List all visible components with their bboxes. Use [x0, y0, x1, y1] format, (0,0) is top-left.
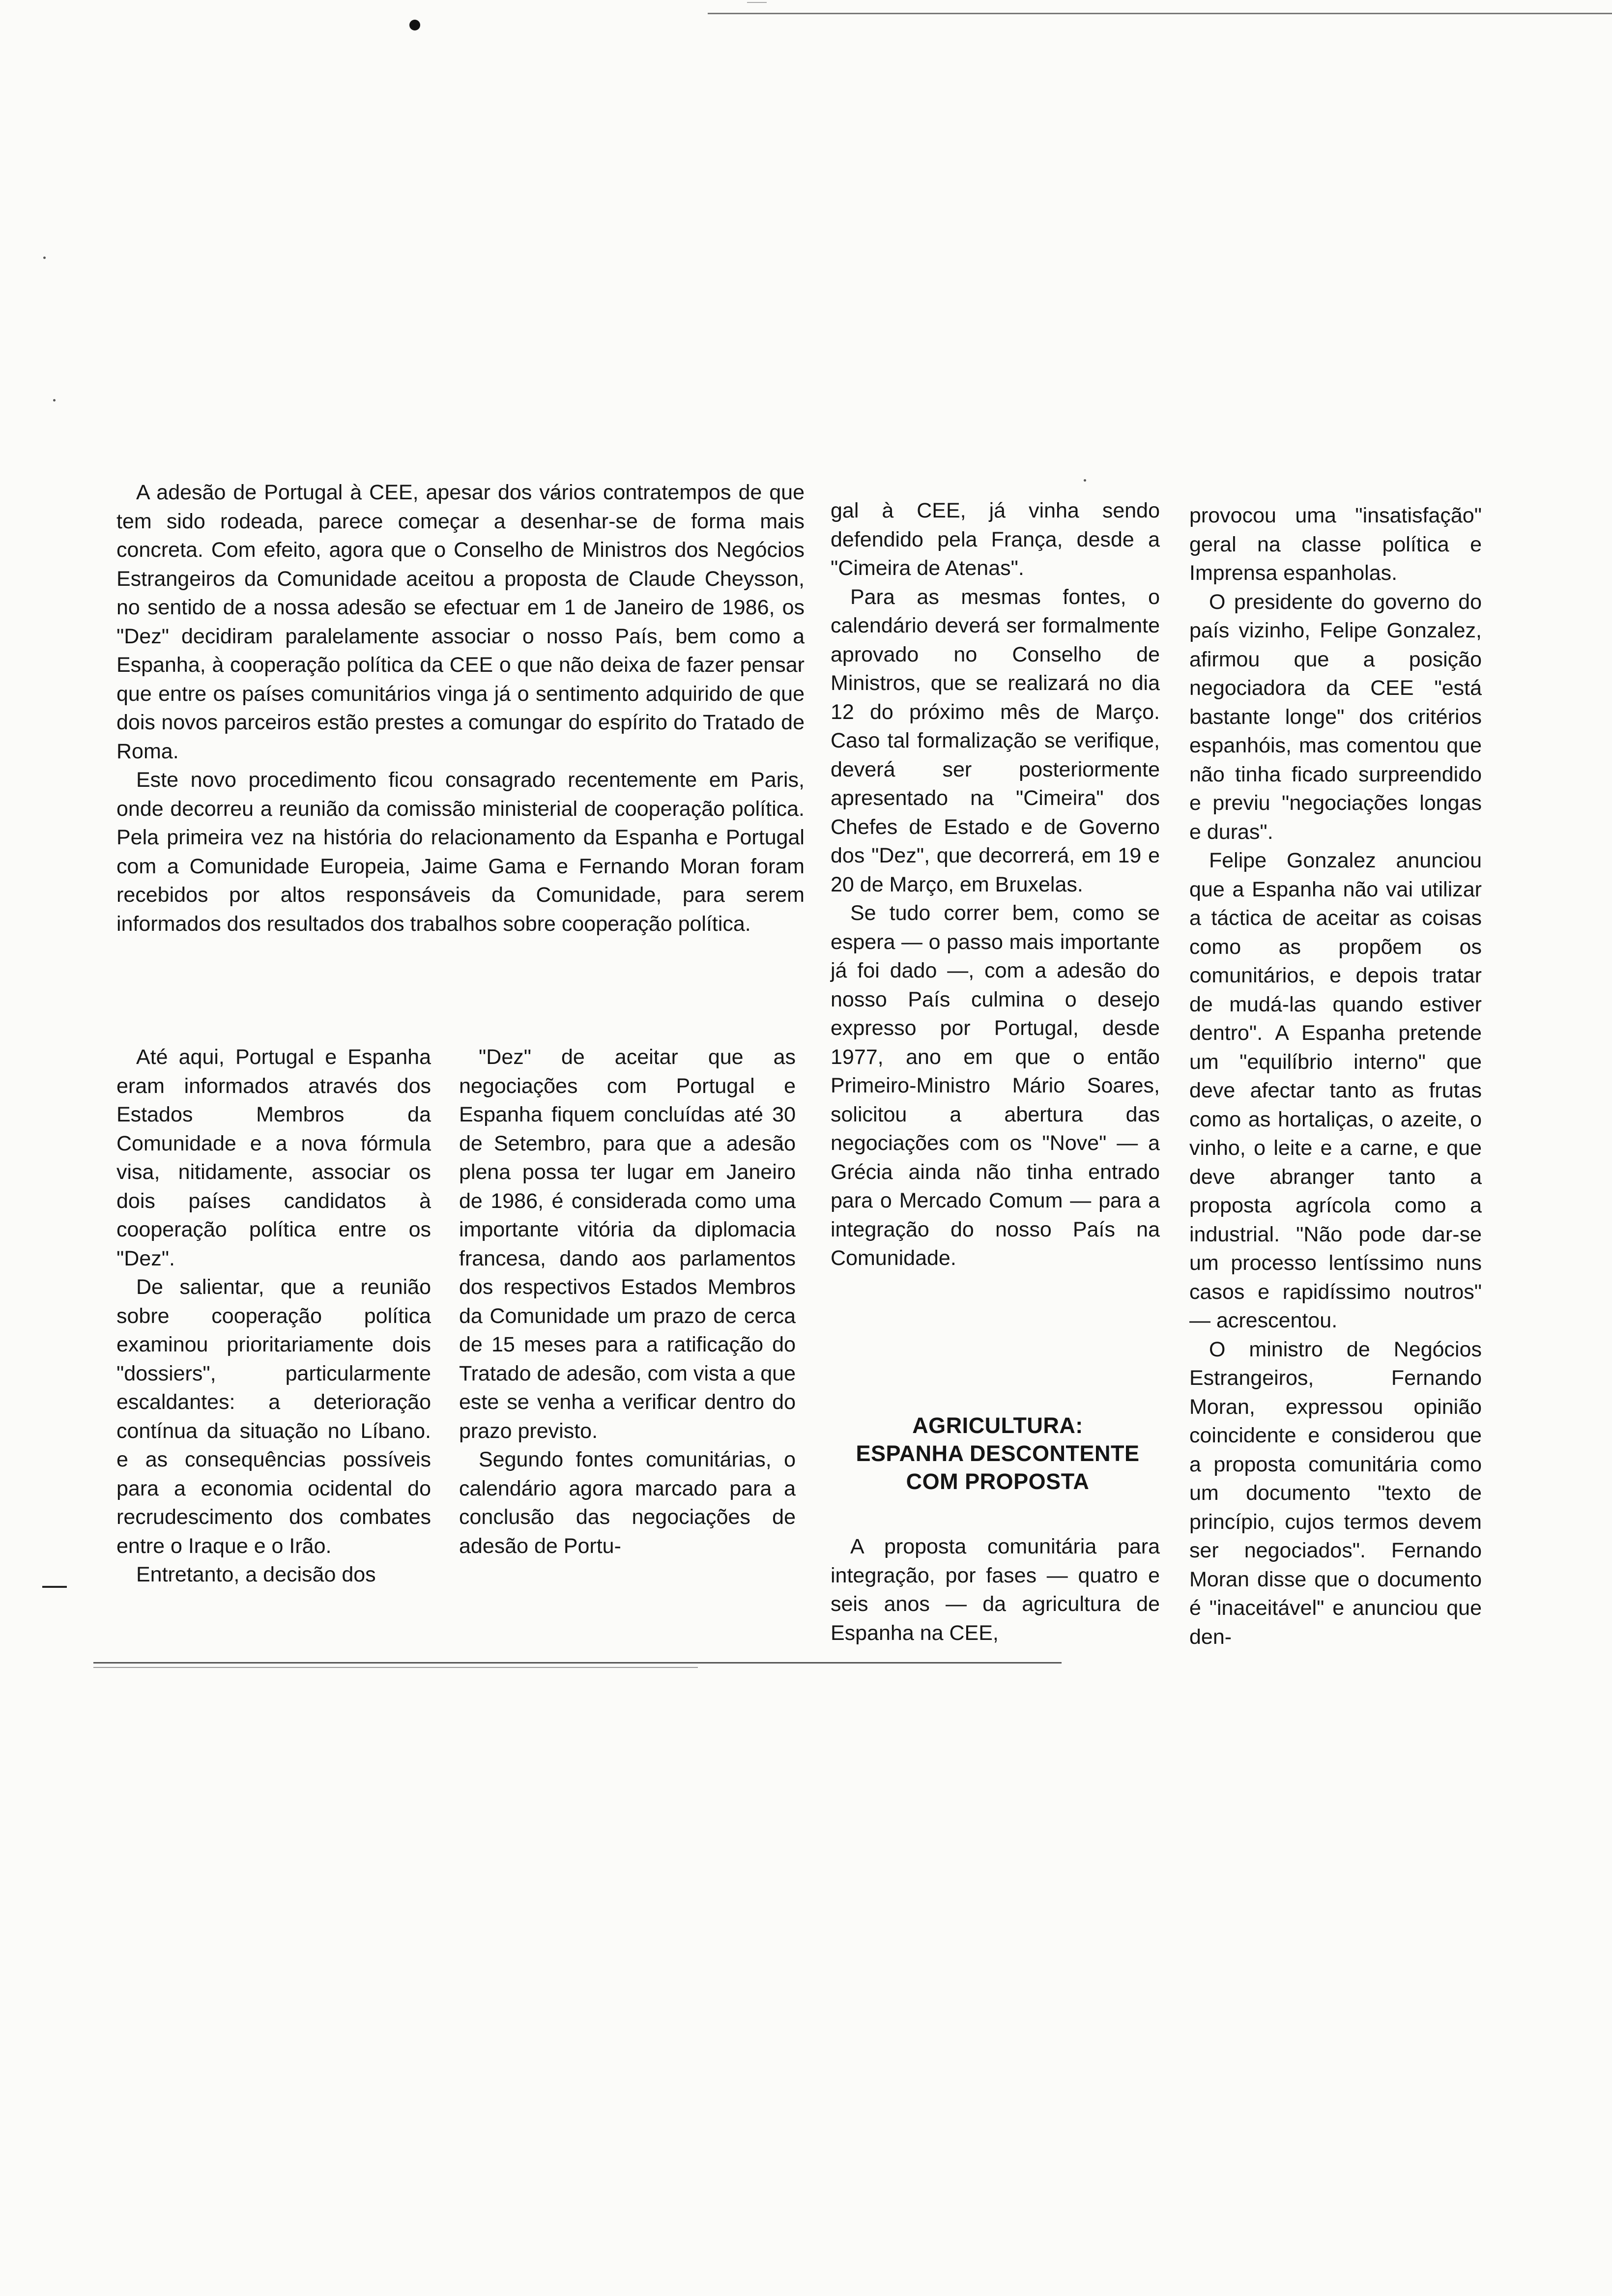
- column-3: [831, 496, 1160, 1273]
- intro-block: [116, 478, 805, 938]
- margin-dash: [42, 1586, 67, 1588]
- column-paragraph: O ministro de Negócios Estrangeiros, Fernando Moran, expressou opinião coincidente e considerou que a proposta comunitária como um documento "texto de princípio, cujos termos devem ser negociados". Fernando Moran disse que o documento é "inaceitável" e anunciou que den-: [1189, 1337, 1482, 1649]
- column-3-lower: [831, 1532, 1160, 1647]
- column-paragraph: provocou uma "insatisfação" geral na classe política e Imprensa espanholas.: [1189, 504, 1482, 585]
- column-paragraph: "Dez" de aceitar que as negociações com Portugal e Espanha fiquem concluídas até 30 de Setembro, para que a adesão plena possa ter lugar em Janeiro de 1986, é considerada como uma importante vitória da diplomacia francesa, dando aos parlamentos dos respectivos Estados Membros da Comunidade um prazo de cerca de 15 meses para a ratificação do Tratado de adesão, com vista a que este se venha a verificar dentro do prazo previsto.: [459, 1045, 796, 1443]
- column-paragraph: Até aqui, Portugal e Espanha eram informados através dos Estados Membros da Comunidade e a nova fórmula visa, nitidamente, associar os dois países candidatos à cooperação política entre os "Dez".: [116, 1045, 431, 1270]
- intro-paragraph: A adesão de Portugal à CEE, apesar dos vários contratempos de que tem sido rodeada, parece começar a desenhar-se de forma mais concreta. Com efeito, agora que o Conselho de Ministros dos Negócios Estrangeiros da Comunidade aceitou a proposta de Claude Cheysson, no sentido de a nossa adesão se efectuar em 1 de Janeiro de 1986, os "Dez" decidiram paralelamente associar o nosso País, bem como a Espanha, à cooperação política da CEE o que não deixa de fazer pensar que entre os países comunitários vinga já o sentimento adquirido de que dois novos parceiros estão prestes a comungar do espírito do Tratado de Roma.: [116, 481, 805, 763]
- column-paragraph: gal à CEE, já vinha sendo defendido pela França, desde a "Cimeira de Atenas".: [831, 499, 1160, 580]
- speck: [1084, 479, 1086, 482]
- column-paragraph: De salientar, que a reunião sobre cooperação política examinou prioritariamente dois "dossiers", particularmente escaldantes: a deterioração contínua da situação no Líbano. e as consequências possíveis para a economia ocidental do recrudescimento dos combates entre o Iraque e o Irão.: [116, 1275, 431, 1558]
- intro-paragraph: Este novo procedimento ficou consagrado recentemente em Paris, onde decorreu a reunião da comissão ministerial de cooperação política. Pela primeira vez na história do relacionamento da Espanha e Portugal com a Comunidade Europeia, Jaime Gama e Fernando Moran foram recebidos por altos responsáveis da Comunidade, para serem informados dos resultados dos trabalhos sobre cooperação política.: [116, 768, 805, 936]
- headline-line: COM PROPOSTA: [906, 1469, 1090, 1494]
- column-paragraph: Felipe Gonzalez anunciou que a Espanha não vai utilizar a táctica de aceitar as coisas como as propõem os comunitários, e depois tratar de mudá-las quando estiver dentro". A Espanha pretende um "equilíbrio interno" que deve afectar tanto as frutas como as hortaliças, o azeite, o vinho, o leite e a carne, e que deve abranger tanto a proposta agrícola como a industrial. "Não pode dar-se um processo lentíssimo nuns casos e rapidíssimo noutros" — acrescentou.: [1189, 849, 1482, 1332]
- column-paragraph: Entretanto, a decisão dos: [136, 1563, 376, 1586]
- column-paragraph: O presidente do governo do país vizinho, Felipe Gonzalez, afirmou que a posição negociadora da CEE "está bastante longe" dos critérios espanhóis, mas comentou que não tinha ficado surpreendido e previu "negociações longas e duras".: [1189, 590, 1482, 844]
- column-paragraph: Se tudo correr bem, como se espera — o passo mais importante já foi dado —, com a adesão do nosso País culmina o desejo expresso por Portugal, desde 1977, ano em que o então Primeiro-Ministro Mário Soares, solicitou a abertura das negociações com os "Nove" — a Grécia ainda não tinha entrado para o Mercado Comum — para a integração do nosso País na Comunidade.: [831, 901, 1160, 1270]
- column-2: [459, 1043, 796, 1560]
- column-4: [1189, 501, 1482, 1651]
- section-headline: [835, 1411, 1160, 1495]
- column-1: [116, 1043, 431, 1589]
- column-paragraph: Segundo fontes comunitárias, o calendário agora marcado para a conclusão das negociações de adesão de Portu-: [459, 1448, 796, 1558]
- headline-line: AGRICULTURA:: [912, 1413, 1083, 1438]
- top-rule: [708, 13, 1612, 14]
- top-rule-mark: [747, 2, 767, 3]
- speck: [43, 257, 46, 259]
- bottom-rule-secondary: [93, 1667, 698, 1668]
- column-paragraph: A proposta comunitária para integração, por fases — quatro e seis anos — da agricultura de Espanha na CEE,: [831, 1535, 1160, 1645]
- bottom-rule: [93, 1662, 1062, 1664]
- headline-line: ESPANHA DESCONTENTE: [856, 1441, 1140, 1466]
- speck: [53, 399, 56, 402]
- column-paragraph: Para as mesmas fontes, o calendário deverá ser formalmente aprovado no Conselho de Ministros, que se realizará no dia 12 do próximo mês de Março. Caso tal formalização se verifique, deverá ser posteriormente apresentado na "Cimeira" dos Chefes de Estado e de Governo dos "Dez", que decorrerá, em 19 e 20 de Março, em Bruxelas.: [831, 585, 1160, 896]
- punch-hole-dot: [409, 20, 420, 30]
